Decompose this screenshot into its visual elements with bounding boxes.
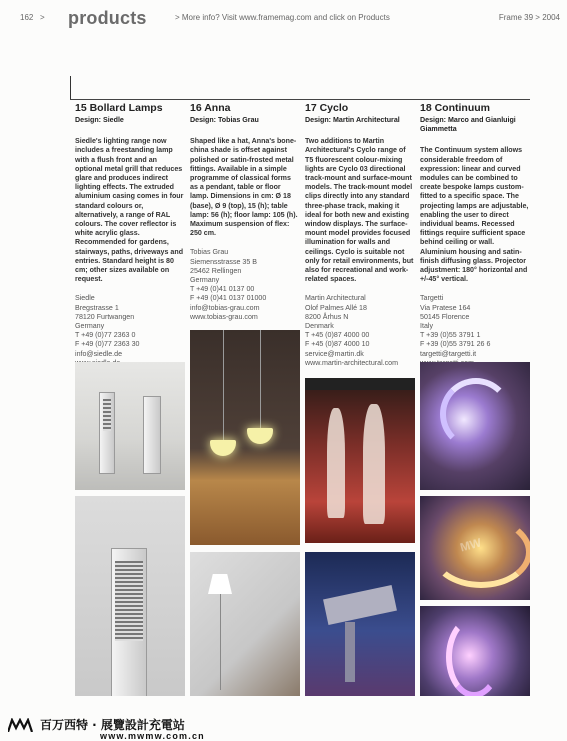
article-anna bbox=[190, 102, 300, 322]
floor-lamp-shade bbox=[208, 574, 232, 594]
contact-website[interactable]: www.tobias-grau.com bbox=[190, 312, 258, 321]
article-contact bbox=[420, 294, 530, 368]
anna-pendant-photo bbox=[190, 330, 300, 545]
bollard-grill bbox=[115, 561, 143, 641]
article-cyclo bbox=[305, 102, 415, 368]
contact-phone: T +49 (0)41 0137 00 bbox=[190, 285, 255, 294]
contact-country: Germany bbox=[75, 322, 105, 331]
contact-phone: T +45 (0)87 4000 00 bbox=[305, 331, 370, 340]
column-rule-horizontal bbox=[70, 99, 530, 100]
contact-fax: F +39 (0)55 3791 26 6 bbox=[420, 340, 491, 349]
bollard-closeup-photo bbox=[75, 496, 185, 696]
light-spiral bbox=[446, 616, 502, 696]
cyclo-fixture-photo bbox=[305, 552, 415, 696]
contact-fax: F +49 (0)41 0137 01000 bbox=[190, 294, 267, 303]
contact-company: Tobias Grau bbox=[190, 248, 229, 257]
contact-phone: T +49 (0)77 2363 0 bbox=[75, 331, 136, 340]
bollard-post-left bbox=[99, 392, 115, 474]
floor-lamp-stand bbox=[220, 594, 221, 690]
contact-city: 8200 Århus N bbox=[305, 312, 349, 321]
contact-fax: F +45 (0)87 4000 10 bbox=[305, 340, 370, 349]
contact-company: Martin Architectural bbox=[305, 294, 366, 303]
pendant-cord bbox=[223, 330, 224, 442]
article-title: 18 Continuum bbox=[420, 102, 490, 114]
section-title: products bbox=[68, 8, 147, 28]
bollard-post-closeup bbox=[111, 548, 147, 696]
contact-city: 78120 Furtwangen bbox=[75, 312, 135, 321]
cyclo-fixture-body bbox=[323, 585, 397, 625]
article-description: Two additions to Martin Architectural's Cyclo range of T5 fluorescent colour-mixing lights are Cyclo 03 directional track-mount and surface-mount models. The track-mount model clips directly into any standard three-phase track, making it ideal for both new and existing window displays. The surface-mount model provides focused illumination for walls and ceilings. Cyclo is suitable not only for retail environments, but also for recreational and work-related spaces. bbox=[305, 137, 414, 284]
continuum-wave-photo bbox=[420, 496, 530, 600]
article-title: 16 Anna bbox=[190, 102, 231, 114]
footer-brand: 百万西特 · 展覽設計充電站 bbox=[40, 718, 185, 732]
contact-country: Denmark bbox=[305, 322, 334, 331]
contact-street: Bregstrasse 1 bbox=[75, 303, 119, 312]
article-designer: Design: Siedle bbox=[75, 116, 124, 124]
contact-country: Italy bbox=[420, 322, 434, 331]
issue-label: Frame 39 > 2004 bbox=[498, 13, 560, 22]
article-designer: Design: Tobias Grau bbox=[190, 116, 259, 124]
article-designer: Design: Marco and Gianluigi Giammetta bbox=[420, 116, 516, 134]
contact-city: 25462 Rellingen bbox=[190, 266, 242, 275]
mannequin-right bbox=[363, 404, 385, 524]
contact-company: Siedle bbox=[75, 294, 95, 303]
light-curve bbox=[440, 378, 512, 450]
article-continuum bbox=[420, 102, 530, 368]
contact-email[interactable]: info@tobias-grau.com bbox=[190, 303, 260, 312]
contact-country: Germany bbox=[190, 276, 220, 285]
cyclo-window-display-photo bbox=[305, 378, 415, 543]
article-description: Siedle's lighting range now includes a freestanding lamp with a flush front and an optional metal grill that reduces glare and produces indirect lighting effects. The extruded aluminium casing comes in four standard colours or, alternatively, a range of RAL colours. The cover reflector is white acrylic glass. Recommended for gardens, stairways, paths, driveways and entries. Standard height is 80 cm; other sizes available on request. bbox=[75, 137, 184, 284]
contact-website[interactable]: www.martin-architectural.com bbox=[305, 358, 399, 367]
footer-url[interactable]: www.mwmw.com.cn bbox=[100, 731, 205, 741]
contact-fax: F +49 (0)77 2363 30 bbox=[75, 340, 140, 349]
header-separator: > bbox=[40, 13, 45, 22]
contact-street: Via Pratese 164 bbox=[420, 303, 471, 312]
anna-floor-lamp-photo bbox=[190, 552, 300, 696]
contact-email[interactable]: service@martin.dk bbox=[305, 349, 364, 358]
article-contact bbox=[305, 294, 415, 368]
bollard-grill bbox=[103, 399, 111, 431]
article-title: 17 Cyclo bbox=[305, 102, 349, 114]
contact-company: Targetti bbox=[420, 294, 444, 303]
continuum-spiral-photo bbox=[420, 606, 530, 696]
article-contact bbox=[75, 294, 185, 368]
cyclo-track bbox=[305, 378, 415, 390]
page-number: 162 bbox=[20, 13, 34, 22]
article-title: 15 Bollard Lamps bbox=[75, 102, 163, 114]
article-description: Shaped like a hat, Anna's bone-china shade is offset against polished or satin-frosted metal fittings. Available in a simple programme of classical forms as a pendant, table or floor lamp. Dimensions in cm: Ø 18 (base), Ø 9 (top), 15 (h); table lamp: 56 (h); floor lamp: 105 (h). Maximum suspension of flex: 250 cm. bbox=[190, 137, 298, 238]
article-description: The Continuum system allows considerable freedom of expression: linear and curved modules can be combined to create bespoke lamps custom-fitted to a specific space. The projecting lamps are adjustable, enabling the user to direct individual beams. Recessed fittings require sufficient space behind ceiling or wall. Aluminium housing and satin-finish diffusing glass. Projector adjustment: 180° horizontal and +/-45° vertical. bbox=[420, 146, 529, 284]
contact-street: Olof Palmes Allé 18 bbox=[305, 303, 367, 312]
watermark-logo: MW bbox=[458, 535, 483, 555]
pendant-shade-left bbox=[210, 440, 236, 456]
bollard-lamps-photo bbox=[75, 362, 185, 490]
pendant-shade-right bbox=[247, 428, 273, 444]
page-header bbox=[20, 8, 560, 30]
pendant-cord bbox=[260, 330, 261, 430]
column-rule-vertical bbox=[70, 76, 71, 100]
article-designer: Design: Martin Architectural bbox=[305, 116, 400, 124]
contact-city: 50145 Florence bbox=[420, 312, 470, 321]
watermark-brand-icon bbox=[8, 718, 36, 732]
continuum-curve-photo bbox=[420, 362, 530, 490]
contact-email[interactable]: targetti@targetti.it bbox=[420, 349, 477, 358]
bollard-post-right bbox=[143, 396, 161, 474]
more-info-link[interactable]: > More info? Visit www.framemag.com and click on Products bbox=[175, 13, 390, 22]
contact-email[interactable]: info@siedle.de bbox=[75, 349, 123, 358]
cyclo-fixture-arm bbox=[345, 622, 355, 682]
contact-street: Siemensstrasse 35 B bbox=[190, 257, 258, 266]
article-bollard-lamps bbox=[75, 102, 185, 368]
mannequin-left bbox=[327, 408, 345, 518]
light-wave bbox=[430, 516, 530, 588]
article-contact bbox=[190, 248, 300, 322]
contact-phone: T +39 (0)55 3791 1 bbox=[420, 331, 481, 340]
